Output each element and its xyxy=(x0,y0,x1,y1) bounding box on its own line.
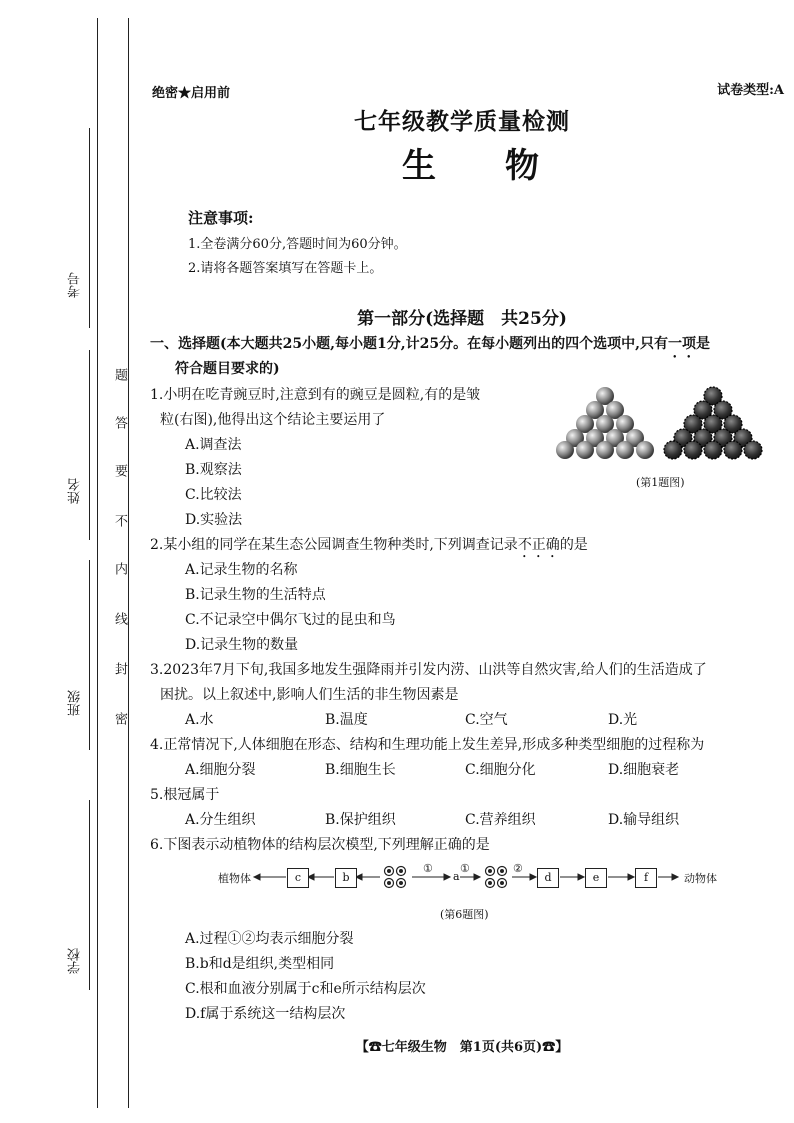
question-3-option: C.空气 xyxy=(465,712,508,728)
box-d: d xyxy=(537,868,559,888)
question-6-option: D.f属于系统这一结构层次 xyxy=(185,1006,346,1022)
question-4-option: D.细胞衰老 xyxy=(608,762,680,778)
question-2-option: C.不记录空中偶尔飞过的昆虫和鸟 xyxy=(185,612,396,628)
subject-char-2: 物 xyxy=(505,146,539,186)
question-2-option: D.记录生物的数量 xyxy=(185,637,299,653)
class-line xyxy=(89,560,90,750)
seal-char: 封 xyxy=(112,662,127,675)
question-4-option: A.细胞分裂 xyxy=(185,762,256,778)
question-3-option: B.温度 xyxy=(325,712,368,728)
cell-cluster-icon xyxy=(486,867,507,888)
question-5-option: B.保护组织 xyxy=(325,812,396,828)
seal-char: 密 xyxy=(112,712,127,725)
question-6-option: B.b和d是组织,类型相同 xyxy=(185,956,335,972)
question-6-option: C.根和血液分别属于c和e所示结构层次 xyxy=(185,981,426,997)
question-5-option: A.分生组织 xyxy=(185,812,256,828)
process-1-label: ① xyxy=(460,862,470,875)
question-5-option: D.输导组织 xyxy=(608,812,680,828)
round-peas xyxy=(556,387,654,459)
seal-char: 答 xyxy=(112,416,127,429)
emphasis-text: 不正确 xyxy=(517,537,560,553)
class-label: 班级 xyxy=(68,690,83,716)
note-item: 1.全卷满分60分,答题时间为60分钟。 xyxy=(188,237,407,252)
school-line xyxy=(89,800,90,990)
box-c: c xyxy=(287,868,309,888)
question-1-stem: 1.小明在吃青豌豆时,注意到有的豌豆是圆粒,有的是皱 xyxy=(150,387,481,403)
wrinkled-peas xyxy=(664,387,762,459)
exam-title: 七年级教学质量检测 xyxy=(354,108,570,135)
box-b: b xyxy=(335,868,357,888)
animal-body-label: 动物体 xyxy=(684,872,717,885)
question-6-stem: 6.下图表示动植物体的结构层次模型,下列理解正确的是 xyxy=(150,837,490,853)
question-3-stem-cont: 困扰。以上叙述中,影响人们生活的非生物因素是 xyxy=(160,687,459,703)
question-1-option: B.观察法 xyxy=(185,462,242,478)
seal-char: 要 xyxy=(112,464,127,477)
part-heading: 第一部分(选择题 共25分) xyxy=(357,309,567,329)
question-1-option: D.实验法 xyxy=(185,512,243,528)
name-label: 姓名 xyxy=(68,478,83,504)
question-3-option: D.光 xyxy=(608,712,638,728)
question-3-option: A.水 xyxy=(185,712,214,728)
margin-rule-left xyxy=(97,18,98,1108)
pea-figure xyxy=(545,380,765,460)
confidential-mark: 绝密★启用前 xyxy=(152,86,231,101)
seal-char: 题 xyxy=(112,368,127,381)
note-item: 2.请将各题答案填写在答题卡上。 xyxy=(188,261,383,276)
exam-number-line xyxy=(89,128,90,328)
question-5-option: C.营养组织 xyxy=(465,812,536,828)
seal-char: 不 xyxy=(112,514,127,527)
section-intro-cont: 符合题目要求的) xyxy=(175,361,280,377)
figure-6-caption: (第6题图) xyxy=(440,908,489,921)
page-footer: 【☎七年级生物 第1页(共6页)☎】 xyxy=(355,1040,569,1055)
question-2-option: B.记录生物的生活特点 xyxy=(185,587,326,603)
question-3-stem: 3.2023年7月下旬,我国多地发生强降雨并引发内涝、山洪等自然灾害,给人们的生活造成了 xyxy=(150,662,707,678)
notes-heading: 注意事项: xyxy=(188,209,254,227)
process-1-label: ① xyxy=(423,862,433,875)
question-4-stem: 4.正常情况下,人体细胞在形态、结构和生理功能上发生差异,形成多种类型细胞的过程称为 xyxy=(150,737,705,753)
question-1-stem-cont: 粒(右图),他得出这个结论主要运用了 xyxy=(160,412,386,428)
question-4-option: B.细胞生长 xyxy=(325,762,396,778)
question-4-option: C.细胞分化 xyxy=(465,762,536,778)
name-line xyxy=(89,350,90,540)
question-1-option: C.比较法 xyxy=(185,487,242,503)
box-f: f xyxy=(635,868,657,888)
question-6-option: A.过程①②均表示细胞分裂 xyxy=(185,931,354,947)
paper-type: 试卷类型:A xyxy=(717,83,784,98)
plant-body-label: 植物体 xyxy=(218,872,251,885)
question-5-stem: 5.根冠属于 xyxy=(150,787,220,803)
seal-char: 线 xyxy=(112,612,127,625)
seal-char: 内 xyxy=(112,562,127,575)
exam-number-label: 考号 xyxy=(68,272,83,298)
cell-cluster-icon xyxy=(385,867,406,888)
question-2-option: A.记录生物的名称 xyxy=(185,562,298,578)
subject-char-1: 生 xyxy=(402,146,436,186)
emphasis-text: 一项 xyxy=(667,336,696,352)
node-a: a xyxy=(453,870,460,883)
box-e: e xyxy=(585,868,607,888)
section-intro: 一、选择题(本大题共25小题,每小题1分,计25分。在每小题列出的四个选项中,只有一项是 xyxy=(150,336,710,352)
figure-1-caption: (第1题图) xyxy=(636,476,685,489)
process-2-label: ② xyxy=(513,862,523,875)
question-2-stem: 2.某小组的同学在某生态公园调查生物种类时,下列调查记录不正确的是 xyxy=(150,537,588,553)
question-1-option: A.调查法 xyxy=(185,437,242,453)
school-label: 学校 xyxy=(68,948,83,974)
